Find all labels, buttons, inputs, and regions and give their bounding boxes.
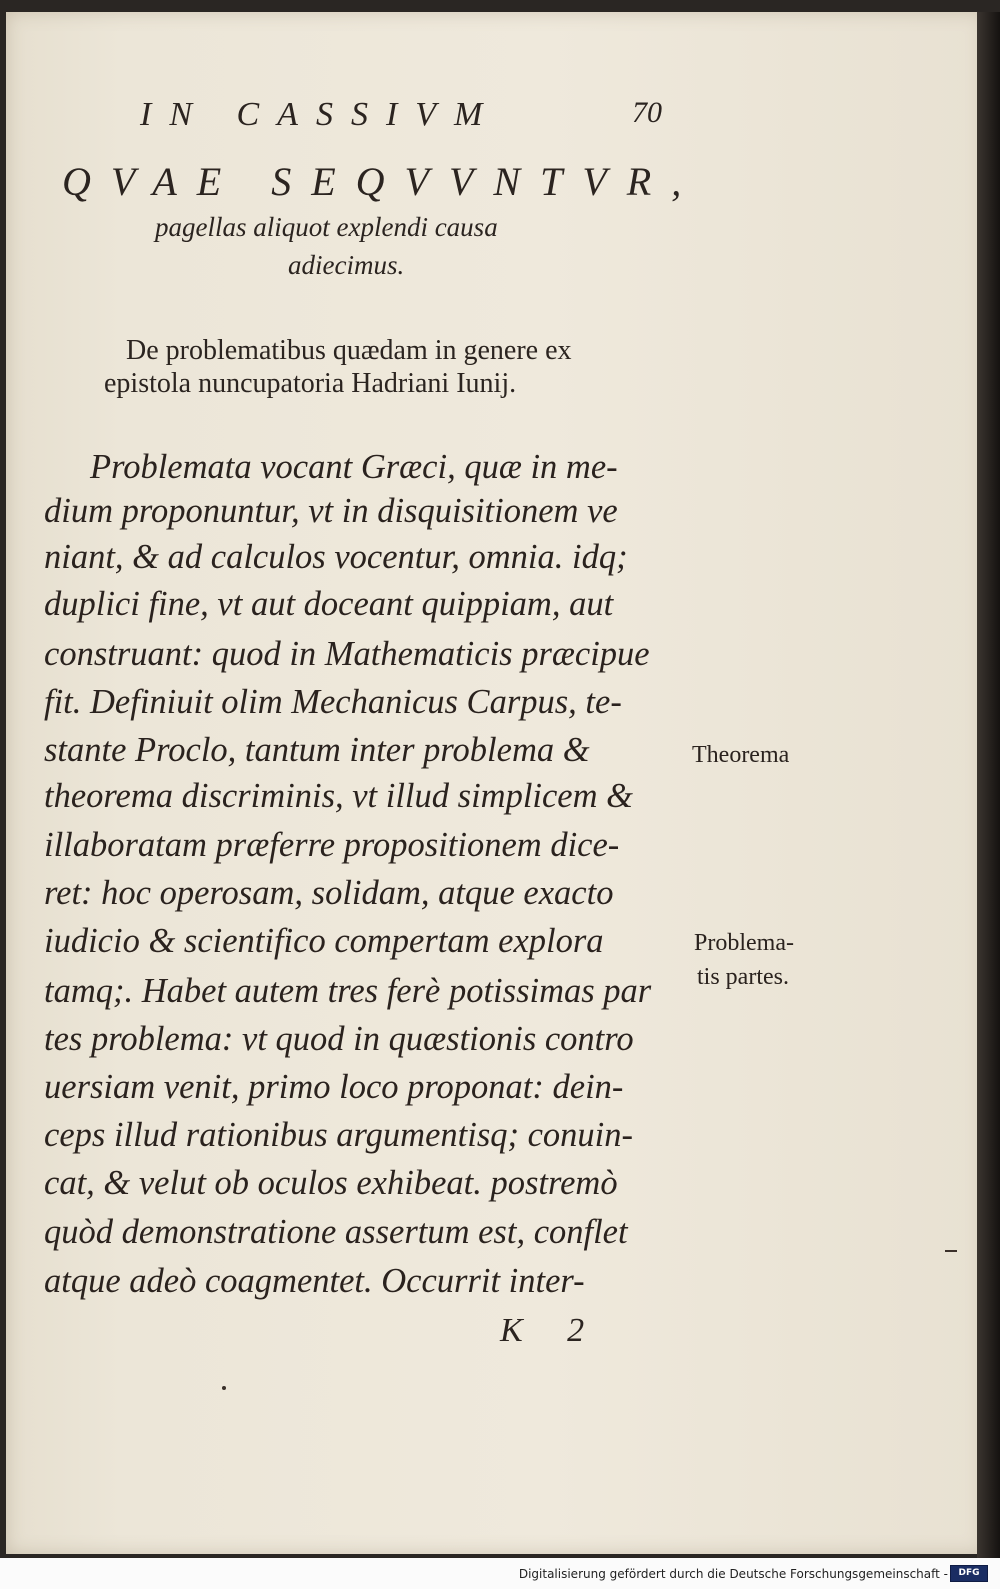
signature-mark: K 2 xyxy=(500,1312,603,1349)
dfg-logo-icon: DFG xyxy=(950,1565,988,1582)
ink-speck xyxy=(945,1250,957,1252)
section-title: QVAE SEQVVNTVR, xyxy=(62,159,702,204)
body-line: tes problema: vt quod in quæstionis contro xyxy=(44,1020,634,1058)
body-line: quòd demonstratione assertum est, conflet xyxy=(44,1213,628,1251)
subtitle-line: adiecimus. xyxy=(288,250,405,280)
body-line: iudicio & scientifico compertam explora xyxy=(44,922,604,960)
body-line: Problemata vocant Græci, quæ in me- xyxy=(90,448,618,486)
body-line: illaboratam præferre propositionem dice- xyxy=(44,826,620,864)
heading-line: epistola nuncupatoria Hadriani Iunij. xyxy=(104,368,517,399)
body-line: niant, & ad calculos vocentur, omnia. idq; xyxy=(44,538,628,576)
heading-line: De problematibus quædam in genere ex xyxy=(126,335,572,366)
body-line: construant: quod in Mathematicis præcipue xyxy=(44,635,650,673)
body-line: atque adeò coagmentet. Occurrit inter- xyxy=(44,1262,585,1300)
body-line: cat, & velut ob oculos exhibeat. postremò xyxy=(44,1164,618,1202)
footer-bar xyxy=(0,1558,1000,1589)
body-line: stante Proclo, tantum inter problema & xyxy=(44,731,590,769)
body-line: tamq;. Habet autem tres ferè potissimas par xyxy=(44,972,652,1010)
body-line: uersiam venit, primo loco proponat: dein- xyxy=(44,1068,624,1106)
margin-note-problematis: tis partes. xyxy=(697,964,789,990)
subtitle-line: pagellas aliquot explendi causa xyxy=(155,212,498,242)
funding-credit: Digitalisierung gefördert durch die Deutsche Forschungsgemeinschaft - xyxy=(518,1567,948,1581)
margin-note-problematis: Problema- xyxy=(694,930,794,956)
body-line: theorema discriminis, vt illud simplicem & xyxy=(44,777,633,815)
ink-speck xyxy=(222,1386,226,1390)
body-line: duplici fine, vt aut doceant quippiam, aut xyxy=(44,585,614,623)
running-head: IN CASSIVM xyxy=(140,96,501,133)
page-edge xyxy=(977,12,1000,1558)
folio-number: 70 xyxy=(632,96,662,129)
body-line: fit. Definiuit olim Mechanicus Carpus, te- xyxy=(44,683,622,721)
body-line: dium proponuntur, vt in disquisitionem ve xyxy=(44,492,618,530)
margin-note-theorema: Theorema xyxy=(692,742,790,768)
body-line: ret: hoc operosam, solidam, atque exacto xyxy=(44,874,614,912)
body-line: ceps illud rationibus argumentisq; conuin- xyxy=(44,1116,634,1154)
